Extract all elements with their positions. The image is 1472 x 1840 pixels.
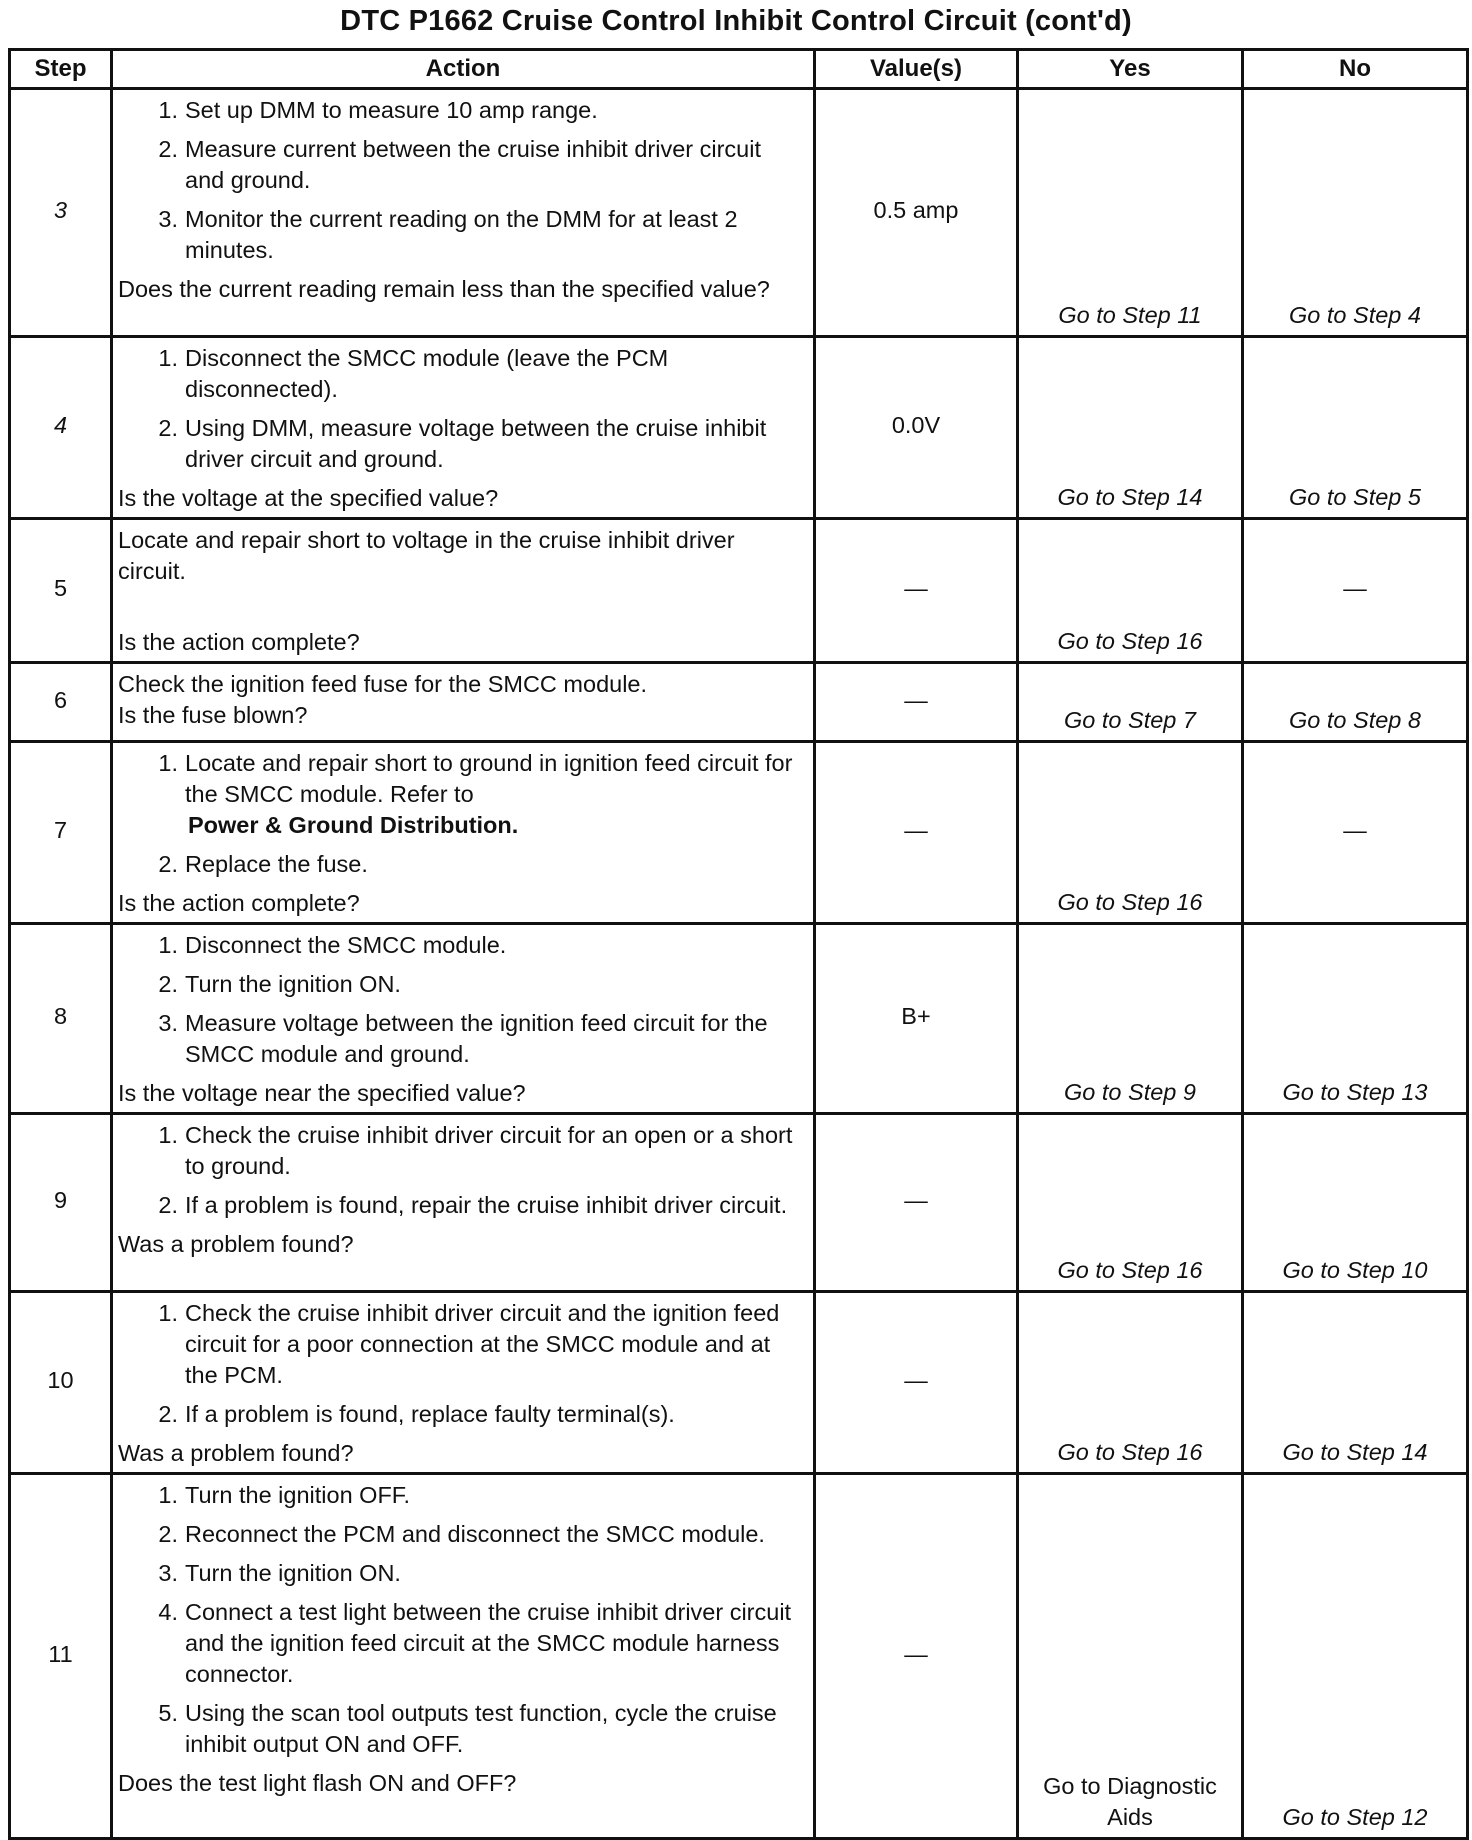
action-cell: [112, 663, 815, 742]
item-number: 2.: [158, 1401, 178, 1427]
step-number: 8: [10, 924, 112, 1114]
action-cell: [112, 742, 815, 924]
item-number: 3.: [158, 1560, 178, 1586]
list-item: [118, 930, 803, 961]
item-number: 3.: [158, 1010, 178, 1036]
step-number: 9: [10, 1114, 112, 1292]
no-cell: Go to Step 10: [1243, 1114, 1468, 1292]
value-cell: —: [815, 663, 1018, 742]
item-number: 4.: [158, 1599, 178, 1625]
action-cell: [112, 924, 815, 1114]
item-text: If a problem is found, repair the cruise inhibit driver circuit.: [185, 1192, 788, 1218]
yes-cell: Go to Step 9: [1018, 924, 1243, 1114]
table-row: [10, 1114, 1468, 1292]
item-text: Reconnect the PCM and disconnect the SMCC module.: [185, 1521, 765, 1547]
item-text: Check the cruise inhibit driver circuit for an open or a short to ground.: [185, 1122, 793, 1179]
action-cell: [112, 519, 815, 663]
item-number: 1.: [158, 1482, 178, 1508]
yes-cell: Go to Step 16: [1018, 1114, 1243, 1292]
header-row: [10, 50, 1468, 89]
list-item: [118, 1698, 803, 1760]
item-number: 2.: [158, 971, 178, 997]
diagnostic-table: [8, 48, 1469, 1840]
value-cell: —: [815, 1114, 1018, 1292]
page-title: DTC P1662 Cruise Control Inhibit Control Circuit (cont'd): [340, 5, 1132, 37]
item-number: 5.: [158, 1700, 178, 1726]
list-item: [118, 95, 803, 126]
list-item: [118, 849, 803, 880]
item-text: Measure voltage between the ignition feed circuit for the SMCC module and ground.: [185, 1010, 768, 1067]
list-item: [118, 1399, 803, 1430]
table-row: [10, 1474, 1468, 1839]
list-item: [118, 1298, 803, 1391]
header-values: Value(s): [815, 50, 1018, 89]
list-item: [118, 969, 803, 1000]
question-text: Is the action complete?: [118, 629, 360, 655]
action-cell: [112, 1474, 815, 1839]
value-cell: B+: [815, 924, 1018, 1114]
no-cell: Go to Step 5: [1243, 337, 1468, 519]
action-paragraph: Locate and repair short to voltage in the cruise inhibit driver circuit.: [118, 527, 735, 584]
table-row: [10, 924, 1468, 1114]
header-action: Action: [112, 50, 815, 89]
step-number: 11: [10, 1474, 112, 1839]
header-step: Step: [10, 50, 112, 89]
item-text: Turn the ignition ON.: [185, 1560, 401, 1586]
step-number: 6: [10, 663, 112, 742]
yes-cell: Go to Step 11: [1018, 89, 1243, 337]
no-cell: Go to Step 12: [1243, 1474, 1468, 1839]
table-row: [10, 519, 1468, 663]
header-yes: Yes: [1018, 50, 1243, 89]
list-item: [118, 343, 803, 405]
no-cell: Go to Step 8: [1243, 663, 1468, 742]
step-number: 4: [10, 337, 112, 519]
value-cell: 0.0V: [815, 337, 1018, 519]
list-item: [118, 1008, 803, 1070]
item-text: If a problem is found, replace faulty terminal(s).: [185, 1401, 675, 1427]
table-row: [10, 337, 1468, 519]
question-text: Does the current reading remain less than the specified value?: [118, 276, 770, 302]
item-text: Measure current between the cruise inhibit driver circuit and ground.: [185, 136, 762, 193]
item-number: 1.: [158, 345, 178, 371]
question-text: Was a problem found?: [118, 1440, 354, 1466]
item-number: 1.: [158, 1122, 178, 1148]
question-text: Is the voltage at the specified value?: [118, 485, 499, 511]
value-cell: —: [815, 1292, 1018, 1474]
list-item: [118, 134, 803, 196]
yes-cell: Go to Step 16: [1018, 1292, 1243, 1474]
step-number: 5: [10, 519, 112, 663]
question-text: Is the voltage near the specified value?: [118, 1080, 526, 1106]
list-item: [118, 748, 803, 841]
item-text: Turn the ignition OFF.: [185, 1482, 411, 1508]
item-number: 2.: [158, 1192, 178, 1218]
step-number: 3: [10, 89, 112, 337]
no-cell: —: [1243, 742, 1468, 924]
item-text: Locate and repair short to ground in ignition feed circuit for the SMCC module. Refer to: [185, 750, 793, 807]
no-cell: Go to Step 4: [1243, 89, 1468, 337]
action-paragraph: Check the ignition feed fuse for the SMCC module.: [118, 671, 648, 697]
list-item: [118, 1120, 803, 1182]
list-item: [118, 413, 803, 475]
no-cell: Go to Step 13: [1243, 924, 1468, 1114]
item-text: Using the scan tool outputs test function, cycle the cruise inhibit output ON and OFF.: [185, 1700, 777, 1757]
item-number: 1.: [158, 97, 178, 123]
table-row: [10, 1292, 1468, 1474]
item-number: 2.: [158, 415, 178, 441]
no-cell: —: [1243, 519, 1468, 663]
reference-link[interactable]: Power & Ground Distribution.: [188, 812, 519, 838]
item-text: Monitor the current reading on the DMM for at least 2 minutes.: [185, 206, 738, 263]
action-cell: [112, 89, 815, 337]
yes-cell: Go to Step 16: [1018, 742, 1243, 924]
no-cell: Go to Step 14: [1243, 1292, 1468, 1474]
item-text: Set up DMM to measure 10 amp range.: [185, 97, 598, 123]
question-text: Is the action complete?: [118, 890, 360, 916]
item-number: 3.: [158, 206, 178, 232]
action-cell: [112, 337, 815, 519]
item-text: Turn the ignition ON.: [185, 971, 401, 997]
item-number: 1.: [158, 932, 178, 958]
list-item: [118, 1480, 803, 1511]
list-item: [118, 1597, 803, 1690]
yes-cell: Go to Diagnostic Aids: [1018, 1474, 1243, 1839]
item-number: 1.: [158, 750, 178, 776]
action-cell: [112, 1292, 815, 1474]
table-row: [10, 89, 1468, 337]
list-item: [118, 1190, 803, 1221]
item-text: Replace the fuse.: [185, 851, 368, 877]
yes-cell: Go to Step 7: [1018, 663, 1243, 742]
question-text: Was a problem found?: [118, 1231, 354, 1257]
table-row: [10, 742, 1468, 924]
item-number: 2.: [158, 851, 178, 877]
list-item: [118, 1558, 803, 1589]
item-number: 1.: [158, 1300, 178, 1326]
step-number: 7: [10, 742, 112, 924]
list-item: [118, 204, 803, 266]
item-text: Disconnect the SMCC module (leave the PCM disconnected).: [185, 345, 669, 402]
list-item: [118, 1519, 803, 1550]
item-number: 2.: [158, 136, 178, 162]
table-row: [10, 663, 1468, 742]
value-cell: —: [815, 742, 1018, 924]
header-no: No: [1243, 50, 1468, 89]
step-number: 10: [10, 1292, 112, 1474]
item-text: Using DMM, measure voltage between the cruise inhibit driver circuit and ground.: [185, 415, 767, 472]
value-cell: —: [815, 1474, 1018, 1839]
value-cell: 0.5 amp: [815, 89, 1018, 337]
item-text: Disconnect the SMCC module.: [185, 932, 507, 958]
question-text: Does the test light flash ON and OFF?: [118, 1770, 517, 1796]
item-text: Check the cruise inhibit driver circuit and the ignition feed circuit for a poor connection at the SMCC module and at the PCM.: [185, 1300, 780, 1388]
question-text: Is the fuse blown?: [118, 702, 308, 728]
value-cell: —: [815, 519, 1018, 663]
yes-cell: Go to Step 16: [1018, 519, 1243, 663]
item-number: 2.: [158, 1521, 178, 1547]
yes-cell: Go to Step 14: [1018, 337, 1243, 519]
action-cell: [112, 1114, 815, 1292]
item-text: Connect a test light between the cruise inhibit driver circuit and the ignition feed circuit at the SMCC module harness connector.: [185, 1599, 792, 1687]
